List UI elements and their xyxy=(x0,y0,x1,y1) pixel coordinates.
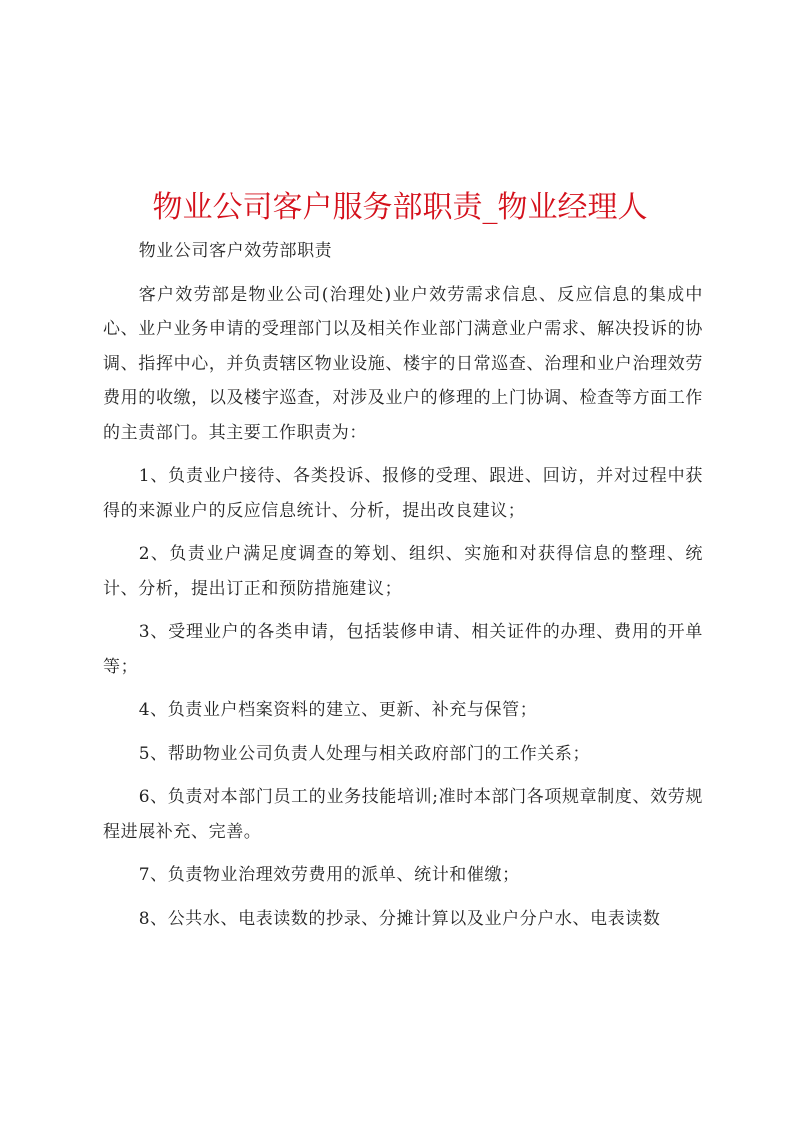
duty-item-7: 7、负责物业治理效劳费用的派单、统计和催缴； xyxy=(138,865,520,885)
document-title: 物业公司客户服务部职责_物业经理人 xyxy=(152,190,648,226)
duty-item-4: 4、负责业户档案资料的建立、更新、补充与保管； xyxy=(138,700,538,720)
duty-item-2: 2、负责业户满足度调查的筹划、组织、实施和对获得信息的整理、统计、分析，提出订正和预防措施建议； xyxy=(103,544,703,599)
duty-item-3: 3、受理业户的各类申请，包括装修申请、相关证件的办理、费用的开单等； xyxy=(103,622,703,677)
intro-paragraph: 客户效劳部是物业公司(治理处)业户效劳需求信息、反应信息的集成中心、业户业务申请的受理部门以及相关作业部门满意业户需求、解决投诉的协调、指挥中心，并负责辖区物业设施、楼宇的日常巡查、治理和业户治理效劳费用的收缴，以及楼宇巡查，对涉及业户的修理的上门协调、检查等方面工作的主责部门。其主要工作职责为： xyxy=(103,284,703,443)
duty-item-6: 6、负责对本部门员工的业务技能培训;准时本部门各项规章制度、效劳规程进展补充、完善。 xyxy=(103,787,703,842)
document-body xyxy=(103,234,703,945)
section-subtitle: 物业公司客户效劳部职责 xyxy=(138,241,333,261)
duty-item-5: 5、帮助物业公司负责人处理与相关政府部门的工作关系； xyxy=(138,743,591,764)
duty-item-8: 8、公共水、电表读数的抄录、分摊计算以及业户分户水、电表读数 xyxy=(138,908,661,929)
duty-item-1: 1、负责业户接待、各类投诉、报修的受理、跟进、回访，并对过程中获得的来源业户的反应信息统计、分析，提出改良建议； xyxy=(103,466,703,521)
